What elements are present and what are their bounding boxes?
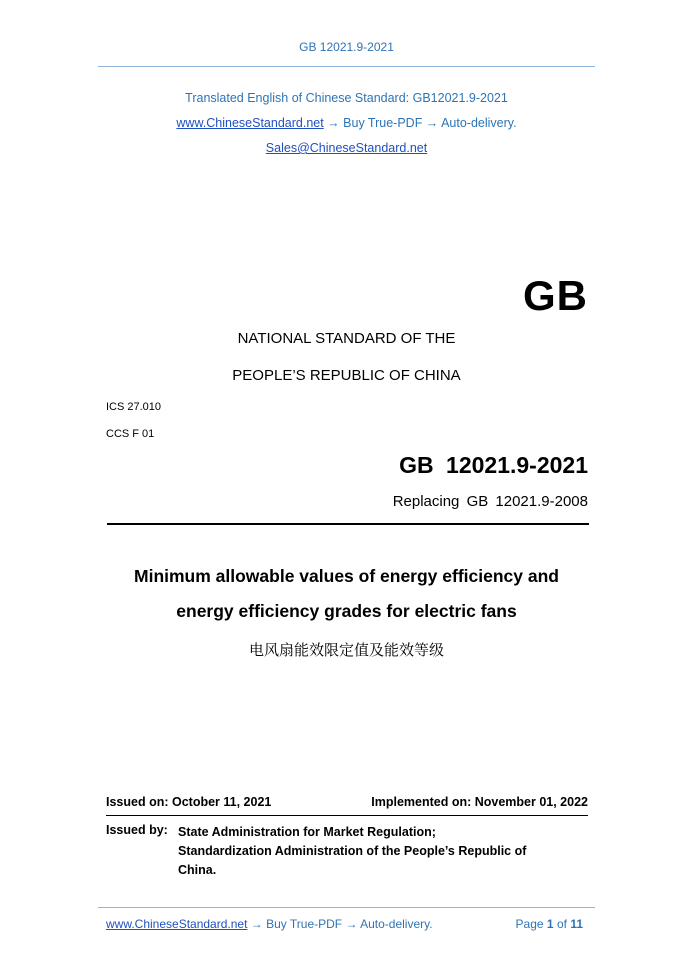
national-standard-line1: NATIONAL STANDARD OF THE (237, 330, 456, 347)
email-link[interactable]: Sales@ChineseStandard.net (265, 141, 428, 155)
footer-purchase-line (106, 917, 433, 931)
title-divider (107, 523, 589, 525)
site-link[interactable]: www.ChineseStandard.net (176, 116, 324, 130)
implemented-on-date: Implemented on: November 01, 2022 (371, 795, 588, 809)
ccs-code: CCS F 01 (106, 428, 155, 440)
email-line (0, 141, 693, 155)
page-current: 1 (546, 917, 554, 931)
footer-purchase-text: → Buy True-PDF → Auto-delivery. (247, 917, 433, 931)
issued-on-date: Issued on: October 11, 2021 (106, 795, 272, 809)
title-line1: Minimum allowable values of energy efficiency and (134, 566, 559, 586)
issued-by-label: Issued by: (106, 823, 168, 837)
issuer-line1: State Administration for Market Regulation; (178, 825, 436, 839)
purchase-text: → Buy True-PDF → Auto-delivery. (323, 116, 517, 130)
issued-by-authorities (178, 823, 526, 880)
national-standard-line2: PEOPLE’S REPUBLIC OF CHINA (232, 367, 461, 384)
footer-site-link[interactable]: www.ChineseStandard.net (106, 917, 248, 931)
footer-divider (98, 907, 595, 908)
running-header: GB 12021.9-2021 (299, 40, 394, 54)
issuer-line2: Standardization Administration of the People’s Republic of (178, 844, 527, 858)
dates-divider (106, 815, 588, 816)
gb-mark: GB (523, 272, 588, 319)
ics-code: ICS 27.010 (106, 401, 162, 413)
title-chinese: 电风扇能效限定值及能效等级 (248, 641, 444, 659)
replacing-standard: Replacing GB 12021.9-2008 (392, 493, 588, 510)
page-word: Page (515, 917, 544, 931)
standard-number: GB 12021.9-2021 (399, 452, 588, 478)
title-line2: energy efficiency grades for electric fans (176, 601, 517, 621)
issuer-line3: China. (178, 863, 217, 877)
page-total: 11 (570, 917, 583, 931)
translation-notice: Translated English of Chinese Standard: GB12021.9-2021 (185, 91, 508, 105)
of-word: of (556, 917, 567, 931)
purchase-line (0, 116, 693, 130)
header-divider (98, 66, 595, 67)
page-indicator (516, 917, 583, 931)
